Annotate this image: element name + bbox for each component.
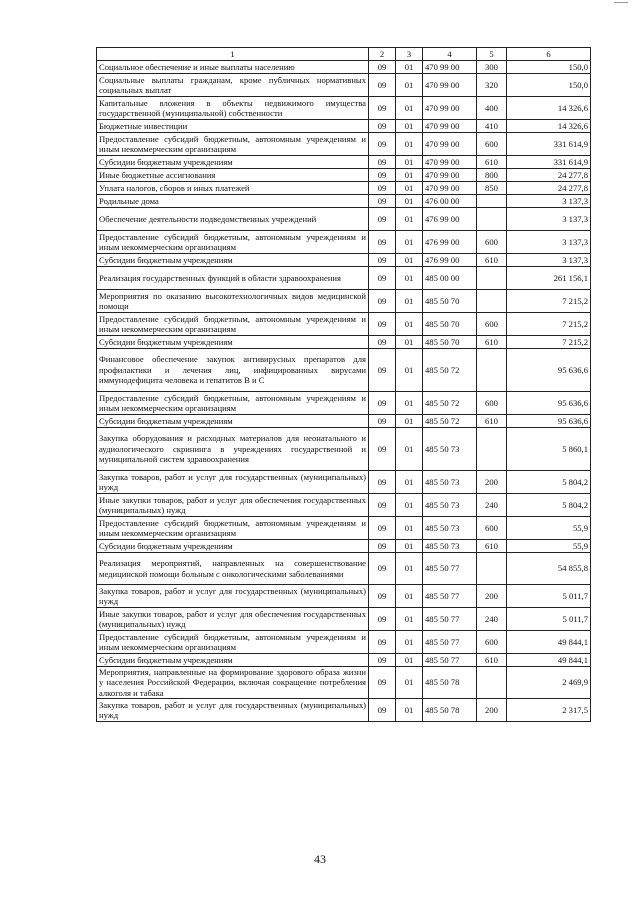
row-target-article: 485 50 70	[423, 290, 477, 313]
row-target-article: 476 99 00	[423, 254, 477, 267]
budget-table	[96, 47, 591, 722]
row-expense-type	[477, 195, 507, 208]
row-subsection: 01	[396, 290, 423, 313]
table-row	[97, 313, 591, 336]
table-row	[97, 74, 591, 97]
row-section: 09	[369, 156, 396, 169]
row-subsection: 01	[396, 494, 423, 517]
row-section: 09	[369, 133, 396, 156]
row-expense-type: 410	[477, 120, 507, 133]
row-subsection: 01	[396, 654, 423, 667]
row-name: Предоставление субсидий бюджетным, автономным учреждениям и иным некоммерческим организациям	[97, 392, 369, 415]
header-col-4: 4	[423, 48, 477, 61]
row-target-article: 476 00 00	[423, 195, 477, 208]
row-section: 09	[369, 699, 396, 722]
row-subsection: 01	[396, 231, 423, 254]
row-amount: 95 636,6	[507, 349, 591, 392]
row-name: Иные закупки товаров, работ и услуг для обеспечения государственных (муниципальных) нужд	[97, 608, 369, 631]
row-subsection: 01	[396, 392, 423, 415]
row-subsection: 01	[396, 349, 423, 392]
row-subsection: 01	[396, 608, 423, 631]
row-amount: 54 855,8	[507, 553, 591, 585]
row-section: 09	[369, 667, 396, 699]
row-subsection: 01	[396, 585, 423, 608]
row-name: Закупка товаров, работ и услуг для государственных (муниципальных) нужд	[97, 471, 369, 494]
row-expense-type: 800	[477, 169, 507, 182]
table-row	[97, 349, 591, 392]
row-target-article: 470 99 00	[423, 61, 477, 74]
row-target-article: 485 50 77	[423, 608, 477, 631]
row-amount: 24 277,8	[507, 169, 591, 182]
row-expense-type: 200	[477, 585, 507, 608]
row-expense-type: 240	[477, 608, 507, 631]
row-amount: 331 614,9	[507, 133, 591, 156]
row-amount: 7 215,2	[507, 290, 591, 313]
row-section: 09	[369, 182, 396, 195]
row-expense-type: 600	[477, 133, 507, 156]
row-section: 09	[369, 313, 396, 336]
table-row	[97, 415, 591, 428]
row-amount: 49 844,1	[507, 631, 591, 654]
row-section: 09	[369, 540, 396, 553]
row-subsection: 01	[396, 182, 423, 195]
row-target-article: 485 50 73	[423, 494, 477, 517]
row-expense-type: 610	[477, 156, 507, 169]
row-target-article: 485 50 77	[423, 631, 477, 654]
row-name: Предоставление субсидий бюджетным, автономным учреждениям и иным некоммерческим организациям	[97, 231, 369, 254]
table-row	[97, 195, 591, 208]
row-name: Иные закупки товаров, работ и услуг для обеспечения государственных (муниципальных) нужд	[97, 494, 369, 517]
row-section: 09	[369, 195, 396, 208]
row-name: Закупка товаров, работ и услуг для государственных (муниципальных) нужд	[97, 585, 369, 608]
row-expense-type	[477, 267, 507, 290]
row-expense-type: 320	[477, 74, 507, 97]
row-amount: 3 137,3	[507, 195, 591, 208]
row-amount: 55,9	[507, 540, 591, 553]
row-amount: 95 636,6	[507, 415, 591, 428]
row-expense-type: 600	[477, 313, 507, 336]
table-row	[97, 392, 591, 415]
row-section: 09	[369, 392, 396, 415]
row-name: Субсидии бюджетным учреждениям	[97, 415, 369, 428]
row-expense-type: 400	[477, 97, 507, 120]
row-subsection: 01	[396, 336, 423, 349]
row-subsection: 01	[396, 97, 423, 120]
row-subsection: 01	[396, 208, 423, 231]
row-target-article: 470 99 00	[423, 74, 477, 97]
table-row	[97, 336, 591, 349]
row-name: Финансовое обеспечение закупок антивирусных препаратов для профилактики и лечения лиц, инфицированных вирусами иммунодефицита человека и гепатитов В и С	[97, 349, 369, 392]
row-amount: 7 215,2	[507, 336, 591, 349]
row-target-article: 485 50 72	[423, 415, 477, 428]
table-row	[97, 608, 591, 631]
row-section: 09	[369, 97, 396, 120]
row-amount: 5 860,1	[507, 428, 591, 471]
row-target-article: 470 99 00	[423, 182, 477, 195]
row-amount: 2 317,5	[507, 699, 591, 722]
row-target-article: 485 50 78	[423, 699, 477, 722]
row-subsection: 01	[396, 267, 423, 290]
row-subsection: 01	[396, 120, 423, 133]
row-name: Иные бюджетные ассигнования	[97, 169, 369, 182]
row-amount: 3 137,3	[507, 254, 591, 267]
row-name: Субсидии бюджетным учреждениям	[97, 156, 369, 169]
row-expense-type: 850	[477, 182, 507, 195]
row-amount: 5 804,2	[507, 494, 591, 517]
row-section: 09	[369, 517, 396, 540]
row-target-article: 476 99 00	[423, 208, 477, 231]
row-section: 09	[369, 61, 396, 74]
row-name: Предоставление субсидий бюджетным, автономным учреждениям и иным некоммерческим организациям	[97, 631, 369, 654]
scan-mark	[614, 2, 628, 9]
row-section: 09	[369, 208, 396, 231]
row-name: Субсидии бюджетным учреждениям	[97, 336, 369, 349]
row-target-article: 485 00 00	[423, 267, 477, 290]
row-subsection: 01	[396, 195, 423, 208]
table-header-row	[97, 48, 591, 61]
row-amount: 3 137,3	[507, 231, 591, 254]
row-subsection: 01	[396, 133, 423, 156]
row-name: Уплата налогов, сборов и иных платежей	[97, 182, 369, 195]
row-target-article: 485 50 78	[423, 667, 477, 699]
row-target-article: 470 99 00	[423, 156, 477, 169]
row-amount: 5 804,2	[507, 471, 591, 494]
table-row	[97, 97, 591, 120]
row-name: Обеспечение деятельности подведомственных учреждений	[97, 208, 369, 231]
table-row	[97, 182, 591, 195]
table-row	[97, 631, 591, 654]
row-target-article: 485 50 70	[423, 313, 477, 336]
row-subsection: 01	[396, 517, 423, 540]
row-name: Родильные дома	[97, 195, 369, 208]
row-section: 09	[369, 74, 396, 97]
header-col-1: 1	[97, 48, 369, 61]
row-name: Мероприятия, направленные на формирование здорового образа жизни у населения Российской Федерации, включая сокращение потребления алкоголя и табака	[97, 667, 369, 699]
row-name: Закупка товаров, работ и услуг для государственных (муниципальных) нужд	[97, 699, 369, 722]
row-section: 09	[369, 169, 396, 182]
row-name: Реализация государственных функций в области здравоохранения	[97, 267, 369, 290]
row-target-article: 470 99 00	[423, 97, 477, 120]
row-name: Бюджетные инвестиции	[97, 120, 369, 133]
row-target-article: 485 50 73	[423, 471, 477, 494]
row-target-article: 470 99 00	[423, 120, 477, 133]
row-amount: 14 326,6	[507, 97, 591, 120]
row-target-article: 485 50 72	[423, 392, 477, 415]
row-expense-type: 600	[477, 392, 507, 415]
header-col-3: 3	[396, 48, 423, 61]
row-expense-type: 600	[477, 231, 507, 254]
row-expense-type	[477, 667, 507, 699]
row-target-article: 485 50 77	[423, 553, 477, 585]
row-section: 09	[369, 336, 396, 349]
row-name: Субсидии бюджетным учреждениям	[97, 254, 369, 267]
row-amount: 49 844,1	[507, 654, 591, 667]
table-row	[97, 494, 591, 517]
row-section: 09	[369, 471, 396, 494]
row-expense-type: 610	[477, 336, 507, 349]
row-expense-type	[477, 553, 507, 585]
row-section: 09	[369, 349, 396, 392]
table-row	[97, 517, 591, 540]
table-row	[97, 267, 591, 290]
table-row	[97, 120, 591, 133]
row-amount: 3 137,3	[507, 208, 591, 231]
row-name: Мероприятия по оказанию высокотехнологичных видов медицинской помощи	[97, 290, 369, 313]
row-name: Социальное обеспечение и иные выплаты населению	[97, 61, 369, 74]
row-name: Реализация мероприятий, направленных на совершенствование медицинской помощи больным с онкологическими заболеваниями	[97, 553, 369, 585]
table-row	[97, 231, 591, 254]
row-expense-type: 610	[477, 254, 507, 267]
row-name: Закупка оборудования и расходных материалов для неонатального и аудиологического скрининга в учреждениях государственной и муниципальной систем здравоохранения	[97, 428, 369, 471]
row-amount: 95 636,6	[507, 392, 591, 415]
row-expense-type: 610	[477, 415, 507, 428]
table-row	[97, 471, 591, 494]
row-subsection: 01	[396, 667, 423, 699]
row-expense-type	[477, 349, 507, 392]
row-target-article: 470 99 00	[423, 133, 477, 156]
table-row	[97, 654, 591, 667]
row-section: 09	[369, 608, 396, 631]
row-expense-type: 200	[477, 699, 507, 722]
row-expense-type: 600	[477, 517, 507, 540]
table-row	[97, 699, 591, 722]
row-amount: 55,9	[507, 517, 591, 540]
row-amount: 5 011,7	[507, 585, 591, 608]
row-expense-type	[477, 290, 507, 313]
row-name: Предоставление субсидий бюджетным, автономным учреждениям и иным некоммерческим организациям	[97, 313, 369, 336]
row-target-article: 485 50 73	[423, 428, 477, 471]
row-section: 09	[369, 585, 396, 608]
header-col-2: 2	[369, 48, 396, 61]
row-section: 09	[369, 120, 396, 133]
table-row	[97, 254, 591, 267]
row-section: 09	[369, 631, 396, 654]
row-target-article: 485 50 73	[423, 540, 477, 553]
table-row	[97, 290, 591, 313]
table-row	[97, 61, 591, 74]
row-amount: 14 326,6	[507, 120, 591, 133]
row-target-article: 485 50 77	[423, 585, 477, 608]
row-subsection: 01	[396, 169, 423, 182]
row-expense-type: 200	[477, 471, 507, 494]
table-row	[97, 540, 591, 553]
row-section: 09	[369, 267, 396, 290]
table-row	[97, 133, 591, 156]
row-subsection: 01	[396, 699, 423, 722]
row-amount: 261 156,1	[507, 267, 591, 290]
row-target-article: 470 99 00	[423, 169, 477, 182]
row-subsection: 01	[396, 74, 423, 97]
row-section: 09	[369, 290, 396, 313]
row-name: Субсидии бюджетным учреждениям	[97, 654, 369, 667]
row-target-article: 485 50 73	[423, 517, 477, 540]
row-section: 09	[369, 231, 396, 254]
table-row	[97, 585, 591, 608]
page-number: 43	[314, 852, 326, 866]
table-row	[97, 169, 591, 182]
row-expense-type: 240	[477, 494, 507, 517]
table-row	[97, 667, 591, 699]
row-subsection: 01	[396, 540, 423, 553]
row-name: Капитальные вложения в объекты недвижимого имущества государственной (муниципальной) собственности	[97, 97, 369, 120]
row-subsection: 01	[396, 156, 423, 169]
row-section: 09	[369, 654, 396, 667]
row-amount: 150,0	[507, 74, 591, 97]
row-name: Субсидии бюджетным учреждениям	[97, 540, 369, 553]
row-name: Социальные выплаты гражданам, кроме публичных нормативных социальных выплат	[97, 74, 369, 97]
row-subsection: 01	[396, 254, 423, 267]
row-expense-type: 610	[477, 540, 507, 553]
row-subsection: 01	[396, 631, 423, 654]
row-target-article: 476 99 00	[423, 231, 477, 254]
row-target-article: 485 50 70	[423, 336, 477, 349]
table-row	[97, 156, 591, 169]
row-expense-type: 600	[477, 631, 507, 654]
header-col-5: 5	[477, 48, 507, 61]
row-amount: 24 277,8	[507, 182, 591, 195]
row-section: 09	[369, 494, 396, 517]
row-section: 09	[369, 254, 396, 267]
row-amount: 5 011,7	[507, 608, 591, 631]
row-section: 09	[369, 553, 396, 585]
row-expense-type	[477, 208, 507, 231]
row-amount: 331 614,9	[507, 156, 591, 169]
row-section: 09	[369, 428, 396, 471]
row-subsection: 01	[396, 428, 423, 471]
row-subsection: 01	[396, 415, 423, 428]
row-section: 09	[369, 415, 396, 428]
table-row	[97, 553, 591, 585]
row-subsection: 01	[396, 553, 423, 585]
row-expense-type: 610	[477, 654, 507, 667]
header-col-6: 6	[507, 48, 591, 61]
row-expense-type: 300	[477, 61, 507, 74]
row-name: Предоставление субсидий бюджетным, автономным учреждениям и иным некоммерческим организациям	[97, 133, 369, 156]
row-name: Предоставление субсидий бюджетным, автономным учреждениям и иным некоммерческим организациям	[97, 517, 369, 540]
row-subsection: 01	[396, 313, 423, 336]
table-row	[97, 428, 591, 471]
row-amount: 2 469,9	[507, 667, 591, 699]
row-amount: 150,0	[507, 61, 591, 74]
row-subsection: 01	[396, 61, 423, 74]
row-subsection: 01	[396, 471, 423, 494]
row-target-article: 485 50 77	[423, 654, 477, 667]
row-target-article: 485 50 72	[423, 349, 477, 392]
table-row	[97, 208, 591, 231]
row-expense-type	[477, 428, 507, 471]
row-amount: 7 215,2	[507, 313, 591, 336]
